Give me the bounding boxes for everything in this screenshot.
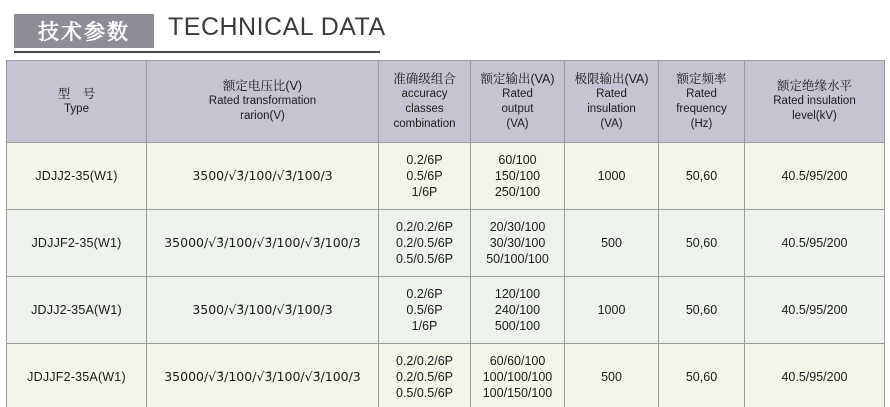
cell-ratio: 3500/√3̄/100/√3̄/100/3 (147, 277, 379, 344)
cell-type: JDJJ2-35(W1) (7, 143, 147, 210)
column-header-output-cn: 额定输出(VA) (480, 71, 555, 86)
column-header-limit-output-en-1: Rated (596, 87, 627, 100)
cell-limit-output: 500 (565, 344, 659, 407)
section-title-cn: 技术参数 (14, 14, 154, 48)
cell-output-line: 100/100/100 (482, 370, 553, 384)
column-header-frequency (659, 61, 745, 143)
cell-ratio: 3500/√3̄/100/√3̄/100/3 (147, 143, 379, 210)
table-header-row (7, 61, 885, 143)
technical-data-table (6, 60, 885, 407)
cell-output-line: 150/100 (494, 169, 541, 183)
cell-insulation-level: 40.5/95/200 (745, 210, 885, 277)
cell-accuracy-line: 0.2/0.2/6P (396, 220, 453, 234)
cell-accuracy-line: 1/6P (411, 319, 438, 333)
column-header-limit-output-cn: 极限输出(VA) (574, 71, 649, 86)
table-body (7, 143, 885, 407)
technical-data-table-wrapper (6, 60, 884, 407)
cell-accuracy-line: 0.2/0.5/6P (396, 370, 453, 384)
header-divider (14, 51, 380, 53)
column-header-type-en: Type (64, 102, 89, 115)
cell-output (471, 277, 565, 344)
column-header-accuracy-cn: 准确级组合 (393, 71, 456, 86)
column-header-ratio-en-1: Rated transformation (208, 95, 317, 107)
cell-limit-output: 1000 (565, 143, 659, 210)
table-row (7, 277, 885, 344)
column-header-limit-output-en-2: insulation (587, 102, 636, 115)
cell-output-line: 60/100 (498, 153, 537, 167)
cell-output-line: 20/30/100 (489, 220, 546, 234)
table-row (7, 210, 885, 277)
column-header-frequency-cn: 额定频率 (676, 71, 727, 86)
column-header-output (471, 61, 565, 143)
column-header-accuracy-en-2: classes (405, 102, 444, 115)
cell-output-line: 100/150/100 (482, 386, 553, 400)
cell-output-line: 240/100 (494, 303, 541, 317)
table-row (7, 143, 885, 210)
column-header-output-en-3: (VA) (506, 117, 529, 130)
cell-insulation-level: 40.5/95/200 (745, 277, 885, 344)
column-header-ratio-cn: 额定电压比(V) (222, 79, 303, 93)
column-header-insulation-level-cn: 额定绝缘水平 (776, 79, 852, 93)
cell-output-line: 30/30/100 (489, 236, 546, 250)
cell-limit-output: 500 (565, 210, 659, 277)
cell-output (471, 210, 565, 277)
column-header-insulation-level-en-2: level(kV) (792, 110, 837, 122)
cell-accuracy-line: 0.5/6P (406, 169, 443, 183)
cell-accuracy-line: 0.5/6P (406, 303, 443, 317)
column-header-frequency-en-1: Rated (686, 87, 717, 100)
cell-accuracy-line: 0.2/6P (406, 153, 443, 167)
cell-frequency: 50,60 (659, 143, 745, 210)
section-title-en: TECHNICAL DATA (168, 13, 386, 41)
cell-accuracy-line: 1/6P (411, 185, 438, 199)
cell-output-line: 60/60/100 (489, 354, 546, 368)
column-header-ratio-en-2: rarion(V) (240, 110, 285, 122)
cell-accuracy (379, 143, 471, 210)
column-header-frequency-en-3: (Hz) (690, 117, 713, 130)
cell-frequency: 50,60 (659, 210, 745, 277)
table-header (7, 61, 885, 143)
cell-accuracy (379, 344, 471, 407)
column-header-type (7, 61, 147, 143)
cell-output-line: 50/100/100 (486, 252, 549, 266)
cell-accuracy (379, 210, 471, 277)
cell-ratio: 35000/√3̄/100/√3̄/100/√3̄/100/3 (147, 344, 379, 407)
cell-frequency: 50,60 (659, 344, 745, 407)
cell-accuracy-line: 0.5/0.5/6P (396, 252, 453, 266)
column-header-limit-output (565, 61, 659, 143)
cell-accuracy-line: 0.5/0.5/6P (396, 386, 453, 400)
section-header (0, 6, 890, 52)
column-header-type-cn: 型 号 (57, 86, 96, 101)
cell-insulation-level: 40.5/95/200 (745, 143, 885, 210)
cell-output (471, 143, 565, 210)
cell-accuracy (379, 277, 471, 344)
column-header-insulation-level-en-1: Rated insulation (773, 95, 856, 107)
cell-frequency: 50,60 (659, 277, 745, 344)
cell-output (471, 344, 565, 407)
cell-accuracy-line: 0.2/0.2/6P (396, 354, 453, 368)
column-header-insulation-level (745, 61, 885, 143)
cell-accuracy-line: 0.2/0.5/6P (396, 236, 453, 250)
cell-output-line: 120/100 (494, 287, 541, 301)
cell-type: JDJJF2-35(W1) (7, 210, 147, 277)
column-header-ratio (147, 61, 379, 143)
cell-type: JDJJ2-35A(W1) (7, 277, 147, 344)
column-header-accuracy-en-1: accuracy (401, 87, 448, 100)
table-row (7, 344, 885, 407)
column-header-limit-output-en-3: (VA) (600, 117, 623, 130)
cell-insulation-level: 40.5/95/200 (745, 344, 885, 407)
cell-ratio: 35000/√3̄/100/√3̄/100/√3̄/100/3 (147, 210, 379, 277)
cell-type: JDJJF2-35A(W1) (7, 344, 147, 407)
cell-accuracy-line: 0.2/6P (406, 287, 443, 301)
column-header-accuracy (379, 61, 471, 143)
column-header-accuracy-en-3: combination (393, 117, 456, 130)
column-header-output-en-1: Rated (502, 87, 533, 100)
cell-output-line: 250/100 (494, 185, 541, 199)
cell-limit-output: 1000 (565, 277, 659, 344)
cell-output-line: 500/100 (494, 319, 541, 333)
column-header-output-en-2: output (501, 102, 534, 115)
column-header-frequency-en-2: frequency (676, 102, 727, 115)
